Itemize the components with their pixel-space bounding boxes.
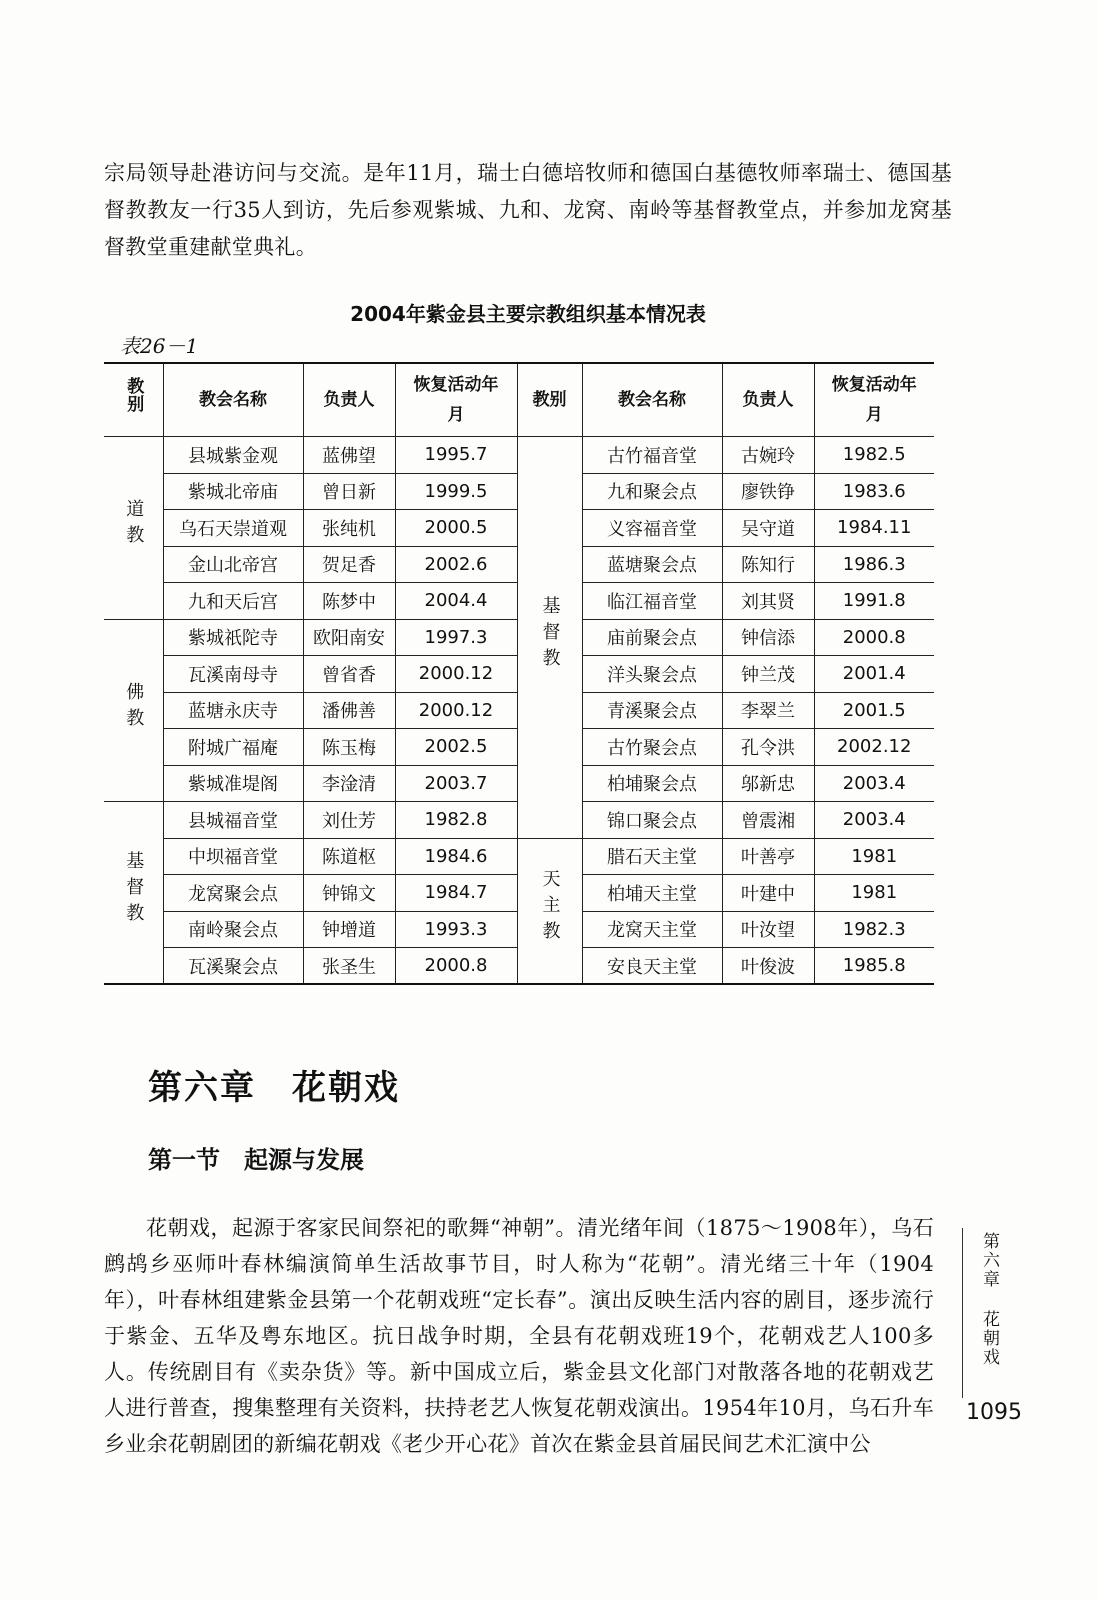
header-cell: 恢复活动年月 — [814, 363, 934, 437]
leader-cell: 潘佛善 — [303, 692, 395, 729]
leader-cell: 叶俊波 — [722, 948, 814, 985]
leader-cell: 李翠兰 — [722, 692, 814, 729]
side-chapter-label — [962, 1228, 1009, 1398]
date-cell: 1995.7 — [395, 437, 517, 474]
leader-cell: 吴守道 — [722, 510, 814, 547]
church-name-cell: 乌石天崇道观 — [163, 510, 303, 547]
date-cell: 1984.6 — [395, 838, 517, 875]
leader-cell: 叶汝望 — [722, 911, 814, 948]
date-cell: 2004.4 — [395, 583, 517, 620]
leader-cell: 陈道枢 — [303, 838, 395, 875]
date-cell: 2002.5 — [395, 729, 517, 766]
leader-cell: 李淦清 — [303, 765, 395, 802]
date-cell: 1997.3 — [395, 619, 517, 656]
date-cell: 1991.8 — [814, 583, 934, 620]
date-cell: 1985.8 — [814, 948, 934, 985]
leader-cell: 张纯机 — [303, 510, 395, 547]
religion-cell: 基督教 — [104, 802, 163, 985]
leader-cell: 钟增道 — [303, 911, 395, 948]
church-name-cell: 洋头聚会点 — [582, 656, 722, 693]
date-cell: 1999.5 — [395, 473, 517, 510]
date-cell: 2003.4 — [814, 802, 934, 839]
date-cell: 1984.11 — [814, 510, 934, 547]
church-name-cell: 紫城准堤阁 — [163, 765, 303, 802]
date-cell: 1981 — [814, 838, 934, 875]
leader-cell: 陈知行 — [722, 546, 814, 583]
leader-cell: 刘仕芳 — [303, 802, 395, 839]
leader-cell: 蓝佛望 — [303, 437, 395, 474]
church-name-cell: 县城福音堂 — [163, 802, 303, 839]
date-cell: 2001.4 — [814, 656, 934, 693]
date-cell: 1986.3 — [814, 546, 934, 583]
date-cell: 1993.3 — [395, 911, 517, 948]
leader-cell: 曾日新 — [303, 473, 395, 510]
header-cell: 教别 — [517, 363, 582, 437]
leader-cell: 张圣生 — [303, 948, 395, 985]
church-name-cell: 九和聚会点 — [582, 473, 722, 510]
church-name-cell: 瓦溪南母寺 — [163, 656, 303, 693]
side-chapter-name: 花朝戏 — [979, 1310, 999, 1367]
date-cell: 2000.8 — [395, 948, 517, 985]
chapter-title: 第六章 花朝戏 — [148, 1068, 400, 1108]
church-name-cell: 古竹福音堂 — [582, 437, 722, 474]
leader-cell: 钟兰茂 — [722, 656, 814, 693]
date-cell: 2003.7 — [395, 765, 517, 802]
table-header-row — [104, 363, 934, 437]
church-name-cell: 柏埔天主堂 — [582, 875, 722, 912]
leader-cell: 邬新忠 — [722, 765, 814, 802]
church-name-cell: 腊石天主堂 — [582, 838, 722, 875]
date-cell: 2000.12 — [395, 692, 517, 729]
church-name-cell: 龙窝天主堂 — [582, 911, 722, 948]
date-cell: 1982.3 — [814, 911, 934, 948]
church-name-cell: 瓦溪聚会点 — [163, 948, 303, 985]
church-name-cell: 蓝塘永庆寺 — [163, 692, 303, 729]
date-cell: 1982.5 — [814, 437, 934, 474]
church-name-cell: 蓝塘聚会点 — [582, 546, 722, 583]
date-cell: 2001.5 — [814, 692, 934, 729]
religion-table — [104, 362, 934, 985]
church-name-cell: 临江福音堂 — [582, 583, 722, 620]
religion-cell: 佛教 — [104, 619, 163, 802]
church-name-cell: 中坝福音堂 — [163, 838, 303, 875]
body-paragraph: 花朝戏，起源于客家民间祭祀的歌舞“神朝”。清光绪年间（1875～1908年），乌石鹧鸪乡巫师叶春林编演简单生活故事节目，时人称为“花朝”。清光绪三十年（1904年），叶春林组建紫金县第一个花朝戏班“定长春”。演出反映生活内容的剧目，逐步流行于紫金、五华及粤东地区。抗日战争时期，全县有花朝戏班19个，花朝戏艺人100多人。传统剧目有《卖杂货》等。新中国成立后，紫金县文化部门对散落各地的花朝戏艺人进行普查，搜集整理有关资料，扶持老艺人恢复花朝戏演出。1954年10月，乌石升车乡业余花朝剧团的新编花朝戏《老少开心花》首次在紫金县首届民间艺术汇演中公 — [104, 1216, 934, 1456]
date-cell: 2000.8 — [814, 619, 934, 656]
church-name-cell: 县城紫金观 — [163, 437, 303, 474]
date-cell: 2003.4 — [814, 765, 934, 802]
section-title: 第一节 起源与发展 — [148, 1146, 364, 1174]
leader-cell: 刘其贤 — [722, 583, 814, 620]
header-cell: 教会名称 — [163, 363, 303, 437]
church-name-cell: 龙窝聚会点 — [163, 875, 303, 912]
leader-cell: 廖铁铮 — [722, 473, 814, 510]
table-row — [104, 838, 934, 875]
table-number: 表26－1 — [120, 334, 199, 358]
date-cell: 2002.6 — [395, 546, 517, 583]
table-body — [104, 437, 934, 985]
leader-cell: 孔令洪 — [722, 729, 814, 766]
leader-cell: 陈梦中 — [303, 583, 395, 620]
table-row — [104, 437, 934, 474]
church-name-cell: 南岭聚会点 — [163, 911, 303, 948]
church-name-cell: 九和天后宫 — [163, 583, 303, 620]
leader-cell: 曾震湘 — [722, 802, 814, 839]
church-name-cell: 古竹聚会点 — [582, 729, 722, 766]
date-cell: 1984.7 — [395, 875, 517, 912]
intro-paragraph: 宗局领导赴港访问与交流。是年11月，瑞士白德培牧师和德国白基德牧师率瑞士、德国基督教教友一行35人到访，先后参观紫城、九和、龙窝、南岭等基督教堂点，并参加龙窝基督教堂重建献堂典礼。 — [104, 161, 952, 259]
church-name-cell: 庙前聚会点 — [582, 619, 722, 656]
leader-cell: 钟信添 — [722, 619, 814, 656]
leader-cell: 贺足香 — [303, 546, 395, 583]
header-cell: 负责人 — [722, 363, 814, 437]
date-cell: 2002.12 — [814, 729, 934, 766]
leader-cell: 古婉玲 — [722, 437, 814, 474]
church-name-cell: 青溪聚会点 — [582, 692, 722, 729]
church-name-cell: 紫城北帝庙 — [163, 473, 303, 510]
leader-cell: 叶善亭 — [722, 838, 814, 875]
religion-cell: 天主教 — [517, 838, 582, 984]
church-name-cell: 紫城祇陀寺 — [163, 619, 303, 656]
date-cell: 2000.12 — [395, 656, 517, 693]
date-cell: 1981 — [814, 875, 934, 912]
header-cell: 恢复活动年月 — [395, 363, 517, 437]
church-name-cell: 附城广福庵 — [163, 729, 303, 766]
leader-cell: 欧阳南安 — [303, 619, 395, 656]
church-name-cell: 安良天主堂 — [582, 948, 722, 985]
religion-cell: 道教 — [104, 437, 163, 620]
church-name-cell: 义容福音堂 — [582, 510, 722, 547]
leader-cell: 叶建中 — [722, 875, 814, 912]
religion-cell: 基督教 — [517, 437, 582, 839]
page-number: 1095 — [966, 1400, 1022, 1425]
leader-cell: 陈玉梅 — [303, 729, 395, 766]
table-title: 2004年紫金县主要宗教组织基本情况表 — [350, 302, 706, 326]
header-cell: 负责人 — [303, 363, 395, 437]
header-cell: 教别 — [104, 363, 163, 437]
date-cell: 1983.6 — [814, 473, 934, 510]
side-chapter: 第六章 — [979, 1232, 999, 1289]
leader-cell: 钟锦文 — [303, 875, 395, 912]
church-name-cell: 柏埔聚会点 — [582, 765, 722, 802]
church-name-cell: 金山北帝宫 — [163, 546, 303, 583]
leader-cell: 曾省香 — [303, 656, 395, 693]
date-cell: 1982.8 — [395, 802, 517, 839]
date-cell: 2000.5 — [395, 510, 517, 547]
church-name-cell: 锦口聚会点 — [582, 802, 722, 839]
header-cell: 教会名称 — [582, 363, 722, 437]
